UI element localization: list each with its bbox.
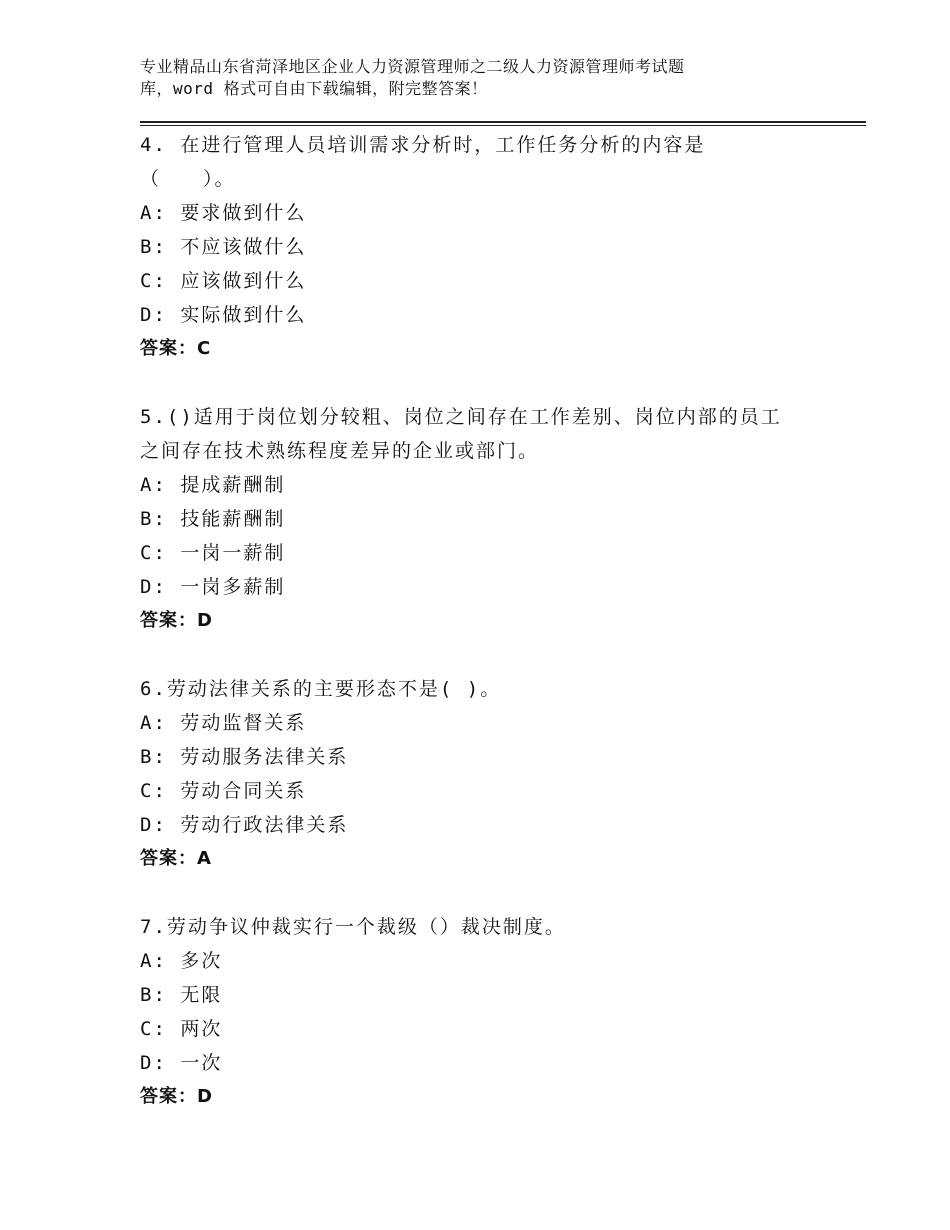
document-header [140, 56, 840, 100]
header-line-2: 库，word 格式可自由下载编辑，附完整答案！ [140, 79, 488, 98]
question-line: 7.劳动争议仲裁实行一个裁级（）裁决制度。 [140, 916, 566, 938]
option-a: A: 多次 [140, 950, 223, 972]
option-b: B: 无限 [140, 984, 223, 1006]
option-c: C: 一岗一薪制 [140, 542, 286, 564]
option-c: C: 应该做到什么 [140, 270, 307, 292]
question-7 [140, 910, 840, 1114]
option-c: C: 劳动合同关系 [140, 780, 307, 802]
question-line: 之间存在技术熟练程度差异的企业或部门。 [140, 440, 540, 462]
answer-label: 答案：D [140, 610, 213, 631]
option-d: D: 实际做到什么 [140, 304, 307, 326]
option-c: C: 两次 [140, 1018, 223, 1040]
answer-label: 答案：A [140, 848, 212, 869]
question-text [140, 672, 840, 706]
option-b: B: 不应该做什么 [140, 236, 307, 258]
question-line: （ ）。 [140, 168, 236, 190]
question-line: 6.劳动法律关系的主要形态不是( )。 [140, 678, 502, 700]
option-b: B: 劳动服务法律关系 [140, 746, 349, 768]
header-line-1: 专业精品山东省菏泽地区企业人力资源管理师之二级人力资源管理师考试题 [140, 57, 685, 76]
answer-label: 答案：D [140, 1086, 213, 1107]
question-4 [140, 128, 840, 366]
question-line: 5.()适用于岗位划分较粗、岗位之间存在工作差别、岗位内部的员工 [140, 406, 782, 428]
option-b: B: 技能薪酬制 [140, 508, 286, 530]
option-d: D: 劳动行政法律关系 [140, 814, 349, 836]
question-5 [140, 400, 840, 638]
answer-label: 答案：C [140, 338, 212, 359]
option-a: A: 提成薪酬制 [140, 474, 286, 496]
question-line: 4. 在进行管理人员培训需求分析时，工作任务分析的内容是 [140, 134, 706, 156]
option-a: A: 要求做到什么 [140, 202, 307, 224]
question-6 [140, 672, 840, 876]
question-text [140, 400, 840, 468]
question-text [140, 128, 840, 196]
question-list [140, 128, 840, 1148]
header-divider-thick [140, 121, 866, 123]
option-d: D: 一次 [140, 1052, 223, 1074]
header-divider-thin [140, 125, 866, 126]
question-text [140, 910, 840, 944]
option-d: D: 一岗多薪制 [140, 576, 286, 598]
option-a: A: 劳动监督关系 [140, 712, 307, 734]
